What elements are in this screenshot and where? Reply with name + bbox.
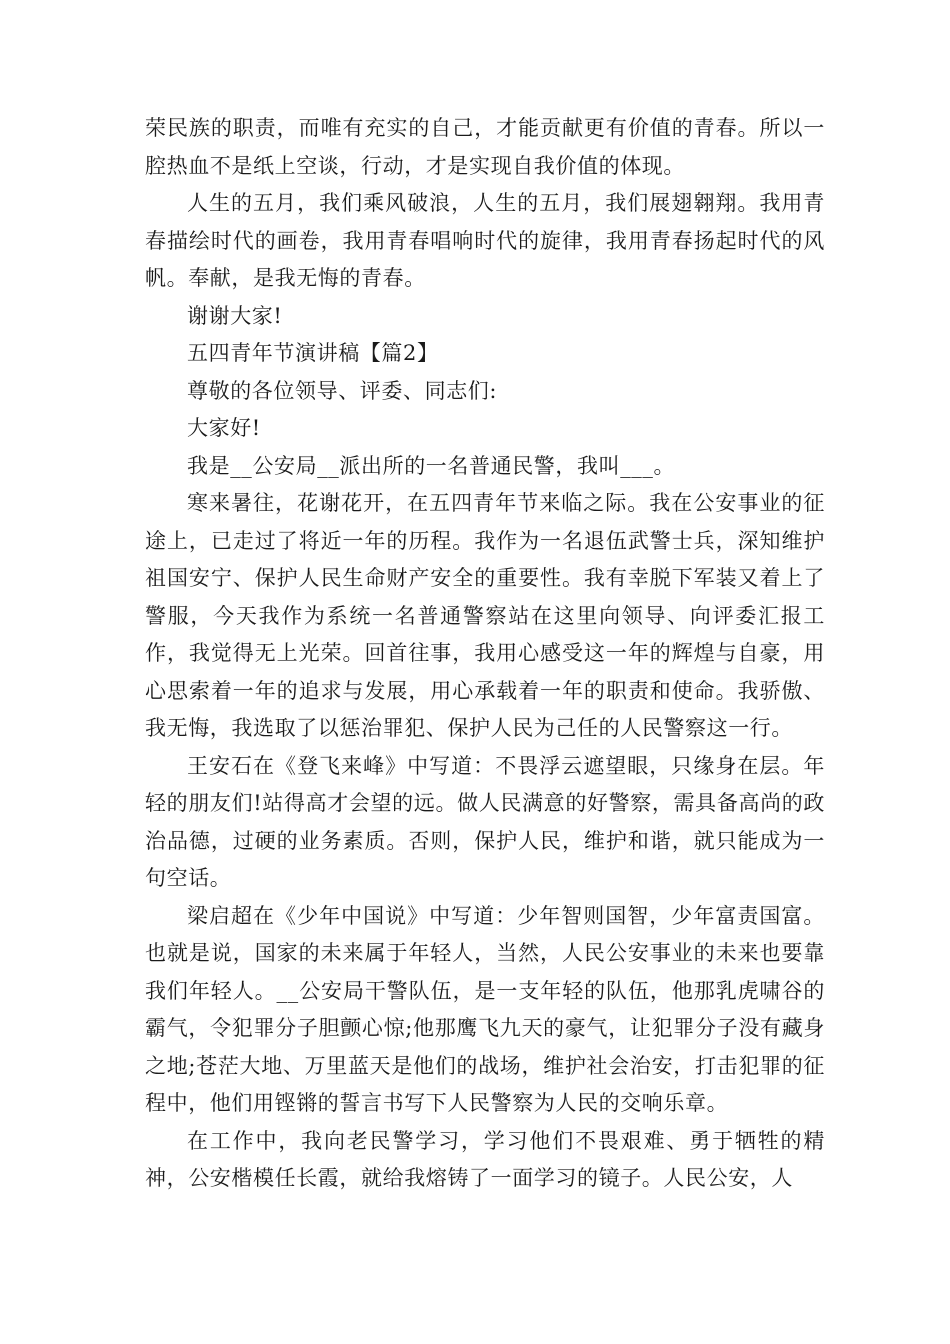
paragraph: 梁启超在《少年中国说》中写道：少年智则国智，少年富责国富。也就是说，国家的未来属于年轻人，当然，人民公安事业的未来也要靠我们年轻人。__公安局干警队伍，是一支年轻的队伍，他那乳虎啸谷的霸气，令犯罪分子胆颤心惊;他那鹰飞九天的豪气，让犯罪分子没有藏身之地;苍茫大地、万里蓝天是他们的战场，维护社会治安，打击犯罪的征程中，他们用铿锵的誓言书写下人民警察为人民的交响乐章。 — [145, 903, 825, 1115]
introduction: 我是__公安局__派出所的一名普通民警，我叫___。 — [187, 453, 676, 478]
document-body — [145, 110, 825, 1198]
paragraph: 人生的五月，我们乘风破浪，人生的五月，我们展翅翱翔。我用青春描绘时代的画卷，我用青春唱响时代的旋律，我用青春扬起时代的风帆。奉献，是我无悔的青春。 — [145, 191, 825, 290]
paragraph: 寒来暑往，花谢花开，在五四青年节来临之际。我在公安事业的征途上，已走过了将近一年的历程。我作为一名退伍武警士兵，深知维护祖国安宁、保护人民生命财产安全的重要性。我有幸脱下军装又着上了警服，今天我作为系统一名普通警察站在这里向领导、向评委汇报工作，我觉得无上光荣。回首往事，我用心感受这一年的辉煌与自豪，用心思索着一年的追求与发展，用心承载着一年的职责和使命。我骄傲、我无悔，我选取了以惩治罪犯、保护人民为己任的人民警察这一行。 — [145, 491, 825, 740]
salutation: 尊敬的各位领导、评委、同志们: — [187, 378, 498, 403]
closing-thanks: 谢谢大家! — [187, 303, 283, 328]
paragraph: 荣民族的职责，而唯有充实的自己，才能贡献更有价值的青春。所以一腔热血不是纸上空谈，行动，才是实现自我价值的体现。 — [145, 116, 825, 178]
greeting: 大家好! — [187, 416, 261, 440]
section-title: 五四青年节演讲稿【篇2】 — [187, 341, 439, 365]
paragraph: 王安石在《登飞来峰》中写道：不畏浮云遮望眼，只缘身在层。年轻的朋友们!站得高才会望的远。做人民满意的好警察，需具备高尚的政治品德，过硬的业务素质。否则，保护人民，维护和谐，就只能成为一句空话。 — [145, 753, 825, 890]
paragraph: 在工作中，我向老民警学习，学习他们不畏艰难、勇于牺牲的精神，公安楷模任长霞，就给我熔铸了一面学习的镜子。人民公安，人 — [145, 1128, 825, 1190]
